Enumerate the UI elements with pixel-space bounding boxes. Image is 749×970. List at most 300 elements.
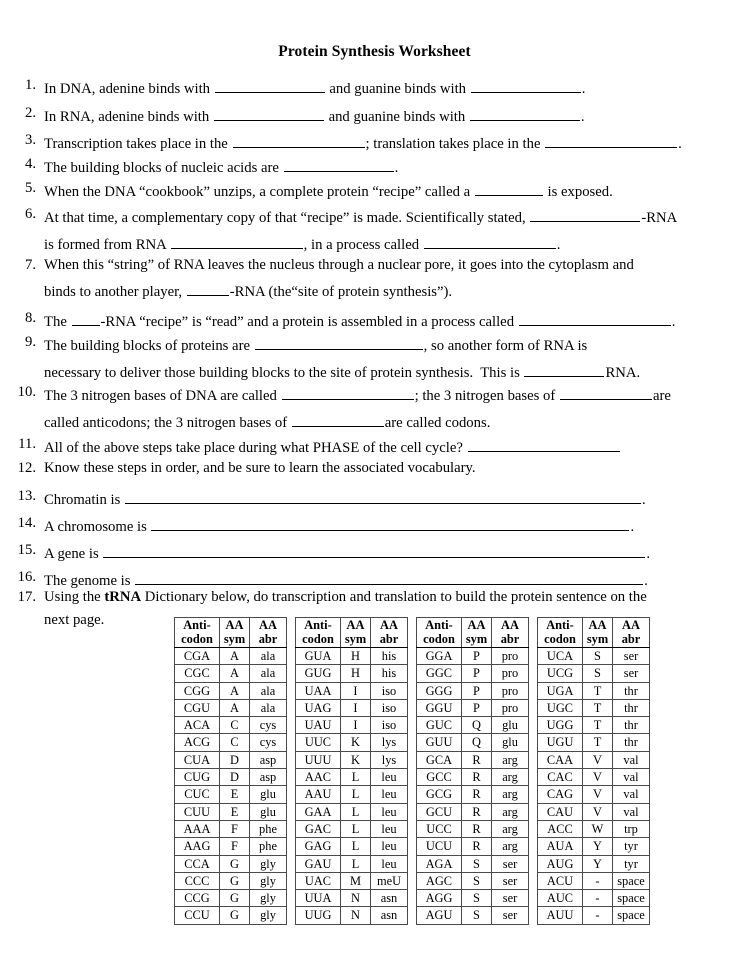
anticodon-cell: GAA (296, 803, 341, 820)
answer-blank[interactable] (470, 106, 580, 121)
column-header-line: AA (622, 618, 640, 633)
aa-abbrev-cell: pro (492, 665, 529, 682)
table-row (538, 648, 650, 665)
table-row (538, 803, 650, 820)
table-row (175, 717, 287, 734)
question-text: Dictionary below, do transcription and translation to build the protein sentence on the (141, 589, 647, 605)
column-header-line: Anti- (183, 618, 211, 633)
table-header-row (175, 618, 287, 648)
aa-abbrev-cell: arg (492, 786, 529, 803)
trna-table-block (295, 617, 408, 925)
anticodon-cell: CCA (175, 855, 220, 872)
aa-abbrev-cell: cys (250, 717, 287, 734)
aa-symbol-cell: S (462, 872, 492, 889)
anticodon-cell: GUC (417, 717, 462, 734)
column-header (175, 618, 220, 648)
question-text: . (678, 135, 682, 152)
aa-abbrev-cell: space (613, 907, 650, 924)
table-row (296, 890, 408, 907)
aa-abbrev-cell: arg (492, 838, 529, 855)
aa-abbrev-cell: arg (492, 820, 529, 837)
table-row (296, 838, 408, 855)
aa-abbrev-cell: asn (371, 890, 408, 907)
aa-abbrev-cell: meU (371, 872, 408, 889)
anticodon-cell: UUU (296, 751, 341, 768)
aa-symbol-cell: N (341, 890, 371, 907)
table-row (417, 665, 529, 682)
anticodon-cell: AUC (538, 890, 583, 907)
aa-abbrev-cell: gly (250, 907, 287, 924)
question-text: The genome is (44, 572, 135, 589)
aa-symbol-cell: N (341, 907, 371, 924)
anticodon-cell: CUU (175, 803, 220, 820)
aa-abbrev-cell: iso (371, 717, 408, 734)
aa-symbol-cell: L (341, 838, 371, 855)
aa-abbrev-cell: thr (613, 717, 650, 734)
question-text: RNA. (605, 364, 641, 381)
question-item (0, 335, 749, 380)
table-row (417, 872, 529, 889)
aa-symbol-cell: D (220, 769, 250, 786)
table-row (417, 907, 529, 924)
aa-abbrev-cell: arg (492, 803, 529, 820)
trna-dictionary-table (174, 617, 650, 925)
aa-symbol-cell: C (220, 734, 250, 751)
answer-blank[interactable] (424, 234, 556, 249)
aa-abbrev-cell: tyr (613, 838, 650, 855)
answer-blank[interactable] (151, 516, 629, 531)
question-number: 1. (24, 77, 36, 93)
question-text: necessary to deliver those building blocks to the site of protein synthesis. This is (44, 364, 524, 381)
anticodon-cell: GAC (296, 820, 341, 837)
anticodon-cell: CGU (175, 699, 220, 716)
question-line (44, 489, 749, 508)
aa-abbrev-cell: leu (371, 769, 408, 786)
aa-abbrev-cell: trp (613, 820, 650, 837)
table-row (296, 803, 408, 820)
aa-symbol-cell: I (341, 699, 371, 716)
aa-symbol-cell: R (462, 786, 492, 803)
aa-symbol-cell: R (462, 820, 492, 837)
anticodon-cell: GCU (417, 803, 462, 820)
table-row (296, 734, 408, 751)
column-header-line: AA (588, 618, 607, 633)
answer-blank[interactable] (125, 489, 641, 504)
question-number: 13. (17, 488, 36, 504)
aa-symbol-cell: - (583, 890, 613, 907)
aa-abbrev-cell: glu (492, 734, 529, 751)
aa-abbrev-cell: val (613, 769, 650, 786)
column-header (417, 618, 462, 648)
aa-symbol-cell: S (583, 648, 613, 665)
table-row (417, 838, 529, 855)
question-line (44, 362, 749, 381)
aa-symbol-cell: A (220, 699, 250, 716)
aa-abbrev-cell: ala (250, 682, 287, 699)
aa-symbol-cell: H (341, 648, 371, 665)
aa-symbol-cell: G (220, 855, 250, 872)
answer-blank[interactable] (519, 311, 671, 326)
question-text: When this “string” of RNA leaves the nucleus through a nuclear pore, it goes into the cytoplasm and (44, 257, 634, 273)
anticodon-cell: CUA (175, 751, 220, 768)
aa-abbrev-cell: ser (613, 648, 650, 665)
answer-blank[interactable] (284, 157, 394, 172)
question-number: 16. (17, 569, 36, 585)
table-row (175, 786, 287, 803)
answer-blank[interactable] (187, 281, 229, 296)
question-line (44, 258, 749, 273)
question-text: -RNA (641, 209, 678, 226)
anticodon-cell: UUA (296, 890, 341, 907)
aa-abbrev-cell: phe (250, 820, 287, 837)
aa-abbrev-cell: ser (492, 855, 529, 872)
table-row (296, 769, 408, 786)
aa-symbol-cell: G (220, 872, 250, 889)
question-number: 2. (24, 105, 36, 121)
question-item (0, 133, 749, 152)
aa-symbol-cell: A (220, 665, 250, 682)
aa-abbrev-cell: his (371, 665, 408, 682)
aa-symbol-cell: R (462, 751, 492, 768)
question-text: . (394, 159, 399, 176)
aa-symbol-cell: E (220, 803, 250, 820)
anticodon-cell: AAC (296, 769, 341, 786)
anticodon-cell: UCG (538, 665, 583, 682)
anticodon-cell: CUC (175, 786, 220, 803)
anticodon-cell: ACG (175, 734, 220, 751)
aa-abbrev-cell: ser (492, 872, 529, 889)
aa-abbrev-cell: pro (492, 699, 529, 716)
aa-abbrev-cell: gly (250, 855, 287, 872)
anticodon-cell: GGG (417, 682, 462, 699)
table-row (296, 665, 408, 682)
aa-abbrev-cell: tyr (613, 855, 650, 872)
aa-abbrev-cell: pro (492, 648, 529, 665)
question-text: . (630, 518, 635, 535)
trna-table-block (416, 617, 529, 925)
table-header-row (296, 618, 408, 648)
table-row (296, 855, 408, 872)
question-item (0, 106, 749, 125)
aa-symbol-cell: G (220, 890, 250, 907)
question-text: In RNA, adenine binds with (44, 108, 213, 125)
table-row (175, 682, 287, 699)
aa-abbrev-cell: ala (250, 699, 287, 716)
column-header (538, 618, 583, 648)
answer-blank[interactable] (530, 207, 640, 222)
question-item (0, 157, 749, 176)
aa-abbrev-cell: gly (250, 890, 287, 907)
aa-symbol-cell: K (341, 751, 371, 768)
column-header-line: codon (423, 631, 455, 646)
anticodon-cell: GCC (417, 769, 462, 786)
aa-symbol-cell: L (341, 855, 371, 872)
question-text: are called codons. (384, 414, 491, 431)
aa-symbol-cell: E (220, 786, 250, 803)
question-text: The building blocks of nucleic acids are (44, 159, 283, 176)
aa-abbrev-cell: arg (492, 751, 529, 768)
question-item (0, 543, 749, 562)
table-row (296, 699, 408, 716)
column-header (250, 618, 287, 648)
aa-symbol-cell: A (220, 648, 250, 665)
question-number: 17. (17, 589, 36, 605)
anticodon-cell: GAG (296, 838, 341, 855)
question-line (44, 234, 749, 253)
column-header (492, 618, 529, 648)
aa-symbol-cell: D (220, 751, 250, 768)
table-row (175, 907, 287, 924)
question-item (0, 181, 749, 200)
anticodon-cell: CUG (175, 769, 220, 786)
table-row (417, 682, 529, 699)
aa-symbol-cell: K (341, 734, 371, 751)
question-text: A chromosome is (44, 518, 151, 535)
answer-blank[interactable] (233, 133, 365, 148)
question-text-bold: tRNA (104, 589, 142, 605)
question-number: 15. (17, 542, 36, 558)
answer-blank[interactable] (471, 78, 581, 93)
aa-abbrev-cell: leu (371, 838, 408, 855)
anticodon-cell: GCG (417, 786, 462, 803)
aa-symbol-cell: L (341, 786, 371, 803)
question-line (44, 590, 749, 605)
question-line (44, 461, 749, 476)
anticodon-cell: UAC (296, 872, 341, 889)
question-text: A gene is (44, 545, 103, 562)
aa-symbol-cell: - (583, 907, 613, 924)
question-number: 11. (18, 436, 36, 452)
aa-symbol-cell: A (220, 682, 250, 699)
question-text: The (44, 313, 71, 330)
aa-abbrev-cell: val (613, 803, 650, 820)
question-text: called anticodons; the 3 nitrogen bases of (44, 414, 291, 431)
answer-blank[interactable] (255, 335, 423, 350)
question-item (0, 461, 749, 476)
table-row (538, 682, 650, 699)
question-line (44, 106, 749, 125)
aa-symbol-cell: R (462, 838, 492, 855)
column-header (462, 618, 492, 648)
table-row (296, 872, 408, 889)
aa-symbol-cell: T (583, 717, 613, 734)
question-text: is exposed. (543, 183, 613, 200)
table-row (175, 872, 287, 889)
anticodon-cell: GAU (296, 855, 341, 872)
aa-symbol-cell: Y (583, 855, 613, 872)
anticodon-cell: GGU (417, 699, 462, 716)
question-text: . (556, 236, 561, 253)
question-text: , so another form of RNA is (423, 337, 588, 354)
aa-symbol-cell: P (462, 648, 492, 665)
table-row (417, 648, 529, 665)
aa-abbrev-cell: iso (371, 699, 408, 716)
table-row (175, 890, 287, 907)
aa-abbrev-cell: gly (250, 872, 287, 889)
table-row (175, 751, 287, 768)
table-row (175, 838, 287, 855)
answer-blank[interactable] (468, 437, 620, 452)
question-number: 8. (24, 310, 36, 326)
table-row (538, 734, 650, 751)
answer-blank[interactable] (524, 362, 604, 377)
answer-blank[interactable] (171, 234, 303, 249)
question-text: next page. (44, 611, 105, 628)
table-row (417, 734, 529, 751)
table-row (538, 769, 650, 786)
question-text: The building blocks of proteins are (44, 337, 254, 354)
answer-blank[interactable] (215, 78, 325, 93)
table-row (417, 769, 529, 786)
anticodon-cell: AGA (417, 855, 462, 872)
question-line (44, 157, 749, 176)
table-row (296, 907, 408, 924)
table-row (296, 751, 408, 768)
column-header-line: AA (501, 618, 519, 633)
column-header-line: AA (467, 618, 486, 633)
aa-symbol-cell: Q (462, 734, 492, 751)
aa-symbol-cell: F (220, 838, 250, 855)
aa-abbrev-cell: glu (250, 803, 287, 820)
aa-symbol-cell: F (220, 820, 250, 837)
anticodon-cell: CAA (538, 751, 583, 768)
aa-abbrev-cell: asp (250, 769, 287, 786)
table-row (417, 751, 529, 768)
anticodon-cell: UAA (296, 682, 341, 699)
aa-abbrev-cell: leu (371, 855, 408, 872)
column-header-line: Anti- (304, 618, 332, 633)
aa-abbrev-cell: lys (371, 734, 408, 751)
column-header-line: sym (465, 631, 488, 646)
aa-symbol-cell: R (462, 769, 492, 786)
question-item (0, 385, 749, 430)
anticodon-cell: GGC (417, 665, 462, 682)
question-text: -RNA “recipe” is “read” and a protein is assembled in a process called (100, 313, 518, 330)
anticodon-cell: UGA (538, 682, 583, 699)
anticodon-cell: CCC (175, 872, 220, 889)
aa-abbrev-cell: asn (371, 907, 408, 924)
answer-blank[interactable] (292, 412, 384, 427)
column-header-line: Anti- (546, 618, 574, 633)
anticodon-cell: AAA (175, 820, 220, 837)
question-item (0, 207, 749, 252)
answer-blank[interactable] (475, 181, 543, 196)
answer-blank[interactable] (545, 133, 677, 148)
column-header-line: sym (344, 631, 367, 646)
anticodon-cell: UGC (538, 699, 583, 716)
aa-abbrev-cell: glu (492, 717, 529, 734)
column-header-line: abr (258, 631, 278, 646)
aa-symbol-cell: V (583, 751, 613, 768)
question-number: 6. (24, 206, 36, 222)
column-header-line: AA (380, 618, 398, 633)
aa-abbrev-cell: space (613, 872, 650, 889)
aa-abbrev-cell: lys (371, 751, 408, 768)
aa-abbrev-cell: asp (250, 751, 287, 768)
table-row (175, 699, 287, 716)
column-header-line: codon (181, 631, 213, 646)
anticodon-cell: GUA (296, 648, 341, 665)
answer-blank[interactable] (103, 543, 645, 558)
question-text: When the DNA “cookbook” unzips, a complete protein “recipe” called a (44, 183, 474, 200)
anticodon-cell: UCA (538, 648, 583, 665)
anticodon-cell: AUU (538, 907, 583, 924)
answer-blank[interactable] (214, 106, 324, 121)
table-row (296, 717, 408, 734)
aa-symbol-cell: T (583, 699, 613, 716)
question-text: The 3 nitrogen bases of DNA are called (44, 387, 281, 404)
aa-abbrev-cell: ser (492, 907, 529, 924)
column-header-line: abr (500, 631, 520, 646)
column-header-line: codon (302, 631, 334, 646)
answer-blank[interactable] (135, 570, 643, 585)
anticodon-cell: AUA (538, 838, 583, 855)
aa-symbol-cell: R (462, 803, 492, 820)
aa-symbol-cell: C (220, 717, 250, 734)
question-text: All of the above steps take place during what PHASE of the cell cycle? (44, 439, 467, 456)
table-row (538, 855, 650, 872)
question-line (44, 437, 749, 456)
table-row (175, 734, 287, 751)
aa-symbol-cell: V (583, 769, 613, 786)
question-text: ; translation takes place in the (365, 135, 545, 152)
page-title: Protein Synthesis Worksheet (278, 43, 471, 60)
question-text: . (644, 572, 648, 589)
answer-blank[interactable] (72, 311, 100, 326)
table-row (538, 717, 650, 734)
question-item (0, 489, 749, 508)
aa-abbrev-cell: leu (371, 786, 408, 803)
question-text: . (646, 545, 651, 562)
table-row (296, 786, 408, 803)
aa-symbol-cell: W (583, 820, 613, 837)
anticodon-cell: CAC (538, 769, 583, 786)
question-item (0, 258, 749, 299)
question-item (0, 311, 749, 330)
table-row (417, 855, 529, 872)
aa-symbol-cell: Q (462, 717, 492, 734)
answer-blank[interactable] (282, 385, 414, 400)
aa-symbol-cell: S (583, 665, 613, 682)
anticodon-cell: UCC (417, 820, 462, 837)
question-text: In DNA, adenine binds with (44, 80, 214, 97)
anticodon-cell: ACU (538, 872, 583, 889)
anticodon-cell: CAG (538, 786, 583, 803)
anticodon-cell: UUG (296, 907, 341, 924)
question-text: . (580, 108, 585, 125)
aa-abbrev-cell: phe (250, 838, 287, 855)
trna-table-block (174, 617, 287, 925)
question-text: . (581, 80, 586, 97)
question-number: 9. (24, 334, 36, 350)
answer-blank[interactable] (560, 385, 652, 400)
question-number: 14. (17, 515, 36, 531)
trna-table-block (537, 617, 650, 925)
question-text: Transcription takes place in the (44, 135, 232, 152)
column-header-line: AA (225, 618, 244, 633)
table-row (175, 769, 287, 786)
column-header (583, 618, 613, 648)
aa-abbrev-cell: ala (250, 665, 287, 682)
table-row (417, 890, 529, 907)
column-header-line: Anti- (425, 618, 453, 633)
anticodon-cell: CCG (175, 890, 220, 907)
aa-abbrev-cell: thr (613, 734, 650, 751)
question-line (44, 412, 749, 431)
aa-symbol-cell: M (341, 872, 371, 889)
question-text: ; the 3 nitrogen bases of (414, 387, 559, 404)
aa-abbrev-cell: ser (492, 890, 529, 907)
